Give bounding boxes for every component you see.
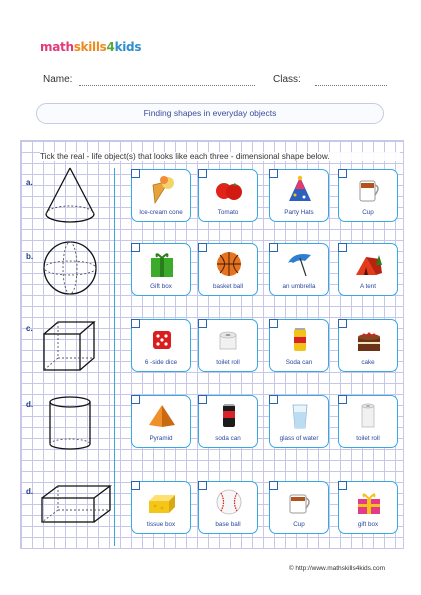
tick-box[interactable] bbox=[338, 395, 347, 404]
instruction-text: Tick the real - life object(s) that looks like each three - dimensional shape below. bbox=[40, 152, 400, 161]
row-letter-d: d. bbox=[26, 400, 34, 409]
option-card-glass-of-water[interactable]: glass of water bbox=[269, 395, 329, 448]
pyramid-icon bbox=[147, 401, 177, 431]
tick-box[interactable] bbox=[269, 319, 278, 328]
basketball-icon bbox=[214, 249, 244, 279]
tick-box[interactable] bbox=[338, 319, 347, 328]
option-card-umbrella[interactable]: an umbrella bbox=[269, 243, 329, 296]
class-line[interactable] bbox=[315, 85, 387, 86]
tick-box[interactable] bbox=[338, 169, 347, 178]
cup-icon bbox=[285, 487, 315, 517]
option-card-cake[interactable]: cake bbox=[338, 319, 398, 372]
row-letter-c: c. bbox=[26, 324, 33, 333]
name-line[interactable] bbox=[79, 85, 255, 86]
column-divider bbox=[114, 168, 115, 546]
toilet-roll-icon bbox=[354, 401, 384, 431]
ice-cream-cone-icon bbox=[147, 175, 177, 205]
option-card-toilet-roll-2[interactable]: toilet roll bbox=[338, 395, 398, 448]
row-letter-a: a. bbox=[26, 178, 33, 187]
worksheet-title: Finding shapes in everyday objects bbox=[143, 108, 277, 118]
sphere-shape-icon bbox=[40, 238, 100, 298]
baseball-icon bbox=[214, 487, 244, 517]
worksheet-title-box bbox=[36, 103, 384, 124]
option-card-cup-2[interactable]: Cup bbox=[269, 481, 329, 534]
tick-box[interactable] bbox=[198, 169, 207, 178]
tick-box[interactable] bbox=[131, 243, 140, 252]
class-label: Class: bbox=[273, 74, 301, 85]
option-card-cup[interactable]: Cup bbox=[338, 169, 398, 222]
option-card-ice-cream-cone[interactable]: Ice-cream cone bbox=[131, 169, 191, 222]
option-card-dice[interactable]: 6 -side dice bbox=[131, 319, 191, 372]
soda-can-icon bbox=[285, 325, 315, 355]
gift-box-icon bbox=[147, 249, 177, 279]
tick-box[interactable] bbox=[269, 395, 278, 404]
tissue-box-icon bbox=[147, 487, 177, 517]
option-card-tent[interactable]: A tent bbox=[338, 243, 398, 296]
name-label: Name: bbox=[43, 74, 73, 85]
cake-icon bbox=[354, 325, 384, 355]
row-letter-e: d. bbox=[26, 487, 34, 496]
footer-url[interactable]: © http://www.mathskills4kids.com bbox=[288, 565, 385, 572]
tick-box[interactable] bbox=[338, 481, 347, 490]
option-card-gift-box[interactable]: Gift box bbox=[131, 243, 191, 296]
option-card-tomato[interactable]: Tomato bbox=[198, 169, 258, 222]
option-card-soda-can[interactable]: Soda can bbox=[269, 319, 329, 372]
tick-box[interactable] bbox=[269, 169, 278, 178]
row-letter-b: b. bbox=[26, 252, 34, 261]
dice-icon bbox=[147, 325, 177, 355]
tick-box[interactable] bbox=[198, 243, 207, 252]
glass-of-water-icon bbox=[285, 401, 315, 431]
tick-box[interactable] bbox=[269, 243, 278, 252]
tent-icon bbox=[354, 249, 384, 279]
tick-box[interactable] bbox=[131, 319, 140, 328]
option-card-toilet-roll[interactable]: toilet roll bbox=[198, 319, 258, 372]
option-card-soda-can-2[interactable]: soda can bbox=[198, 395, 258, 448]
option-card-pyramid[interactable]: Pyramid bbox=[131, 395, 191, 448]
umbrella-icon bbox=[285, 249, 315, 279]
name-class-row bbox=[43, 74, 388, 90]
cup-icon bbox=[354, 175, 384, 205]
tick-box[interactable] bbox=[131, 395, 140, 404]
party-hat-icon bbox=[285, 175, 315, 205]
mathskills4kids-logo: mathskills4kids bbox=[40, 40, 142, 54]
tick-box[interactable] bbox=[198, 481, 207, 490]
tick-box[interactable] bbox=[198, 395, 207, 404]
cylinder-shape-icon bbox=[40, 394, 100, 454]
option-card-base-ball[interactable]: base ball bbox=[198, 481, 258, 534]
tick-box[interactable] bbox=[338, 243, 347, 252]
gift-box-icon bbox=[354, 487, 384, 517]
cuboid-shape-icon bbox=[40, 482, 112, 532]
tick-box[interactable] bbox=[198, 319, 207, 328]
cube-shape-icon bbox=[40, 318, 100, 378]
tick-box[interactable] bbox=[269, 481, 278, 490]
tick-box[interactable] bbox=[131, 169, 140, 178]
toilet-roll-icon bbox=[214, 325, 244, 355]
cone-shape-icon bbox=[40, 166, 100, 226]
soda-can-icon bbox=[214, 401, 244, 431]
tick-box[interactable] bbox=[131, 481, 140, 490]
option-card-gift-box-2[interactable]: gift box bbox=[338, 481, 398, 534]
option-card-basket-ball[interactable]: basket ball bbox=[198, 243, 258, 296]
option-card-party-hats[interactable]: Party Hats bbox=[269, 169, 329, 222]
tomato-icon bbox=[214, 175, 244, 205]
option-card-tissue-box[interactable]: tissue box bbox=[131, 481, 191, 534]
